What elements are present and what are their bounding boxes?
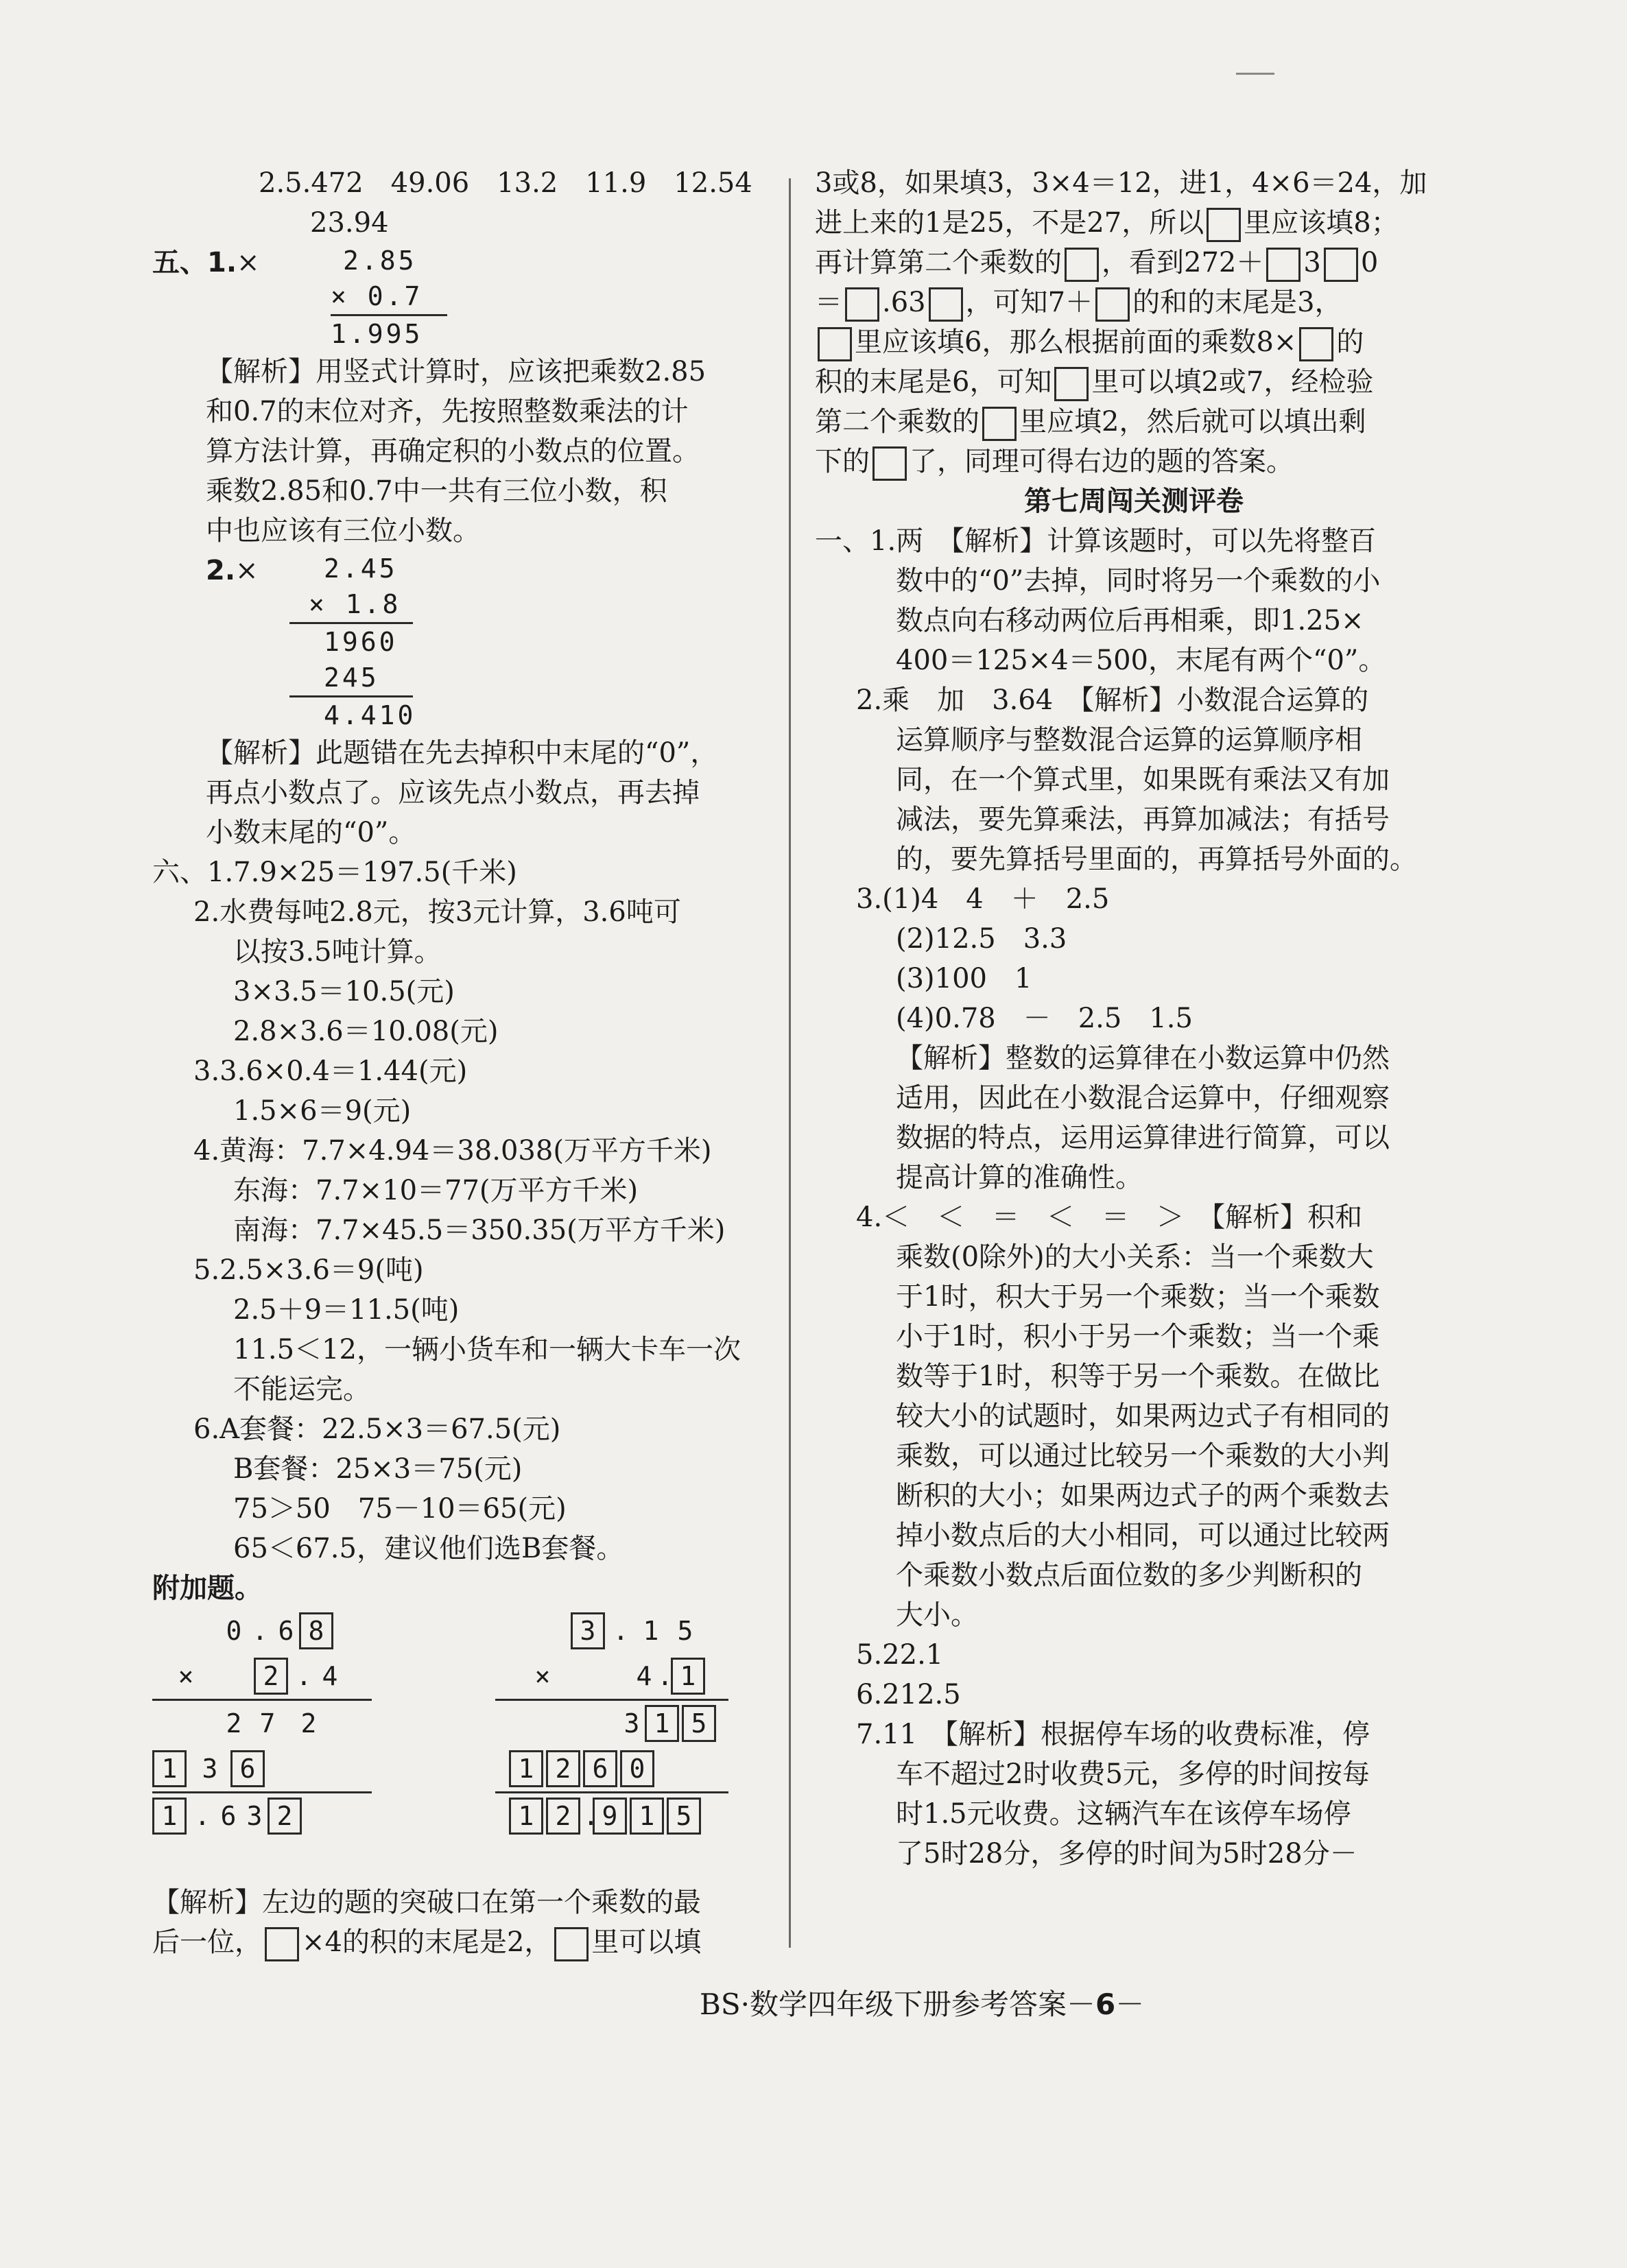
calc-rule [152,1791,372,1793]
calc-line: 2.85 [343,246,417,276]
answer-line: 6.A套餐：22.5×3＝67.5(元) [193,1413,561,1445]
answer-line: 4.黄海：7.7×4.94＝38.038(万平方千米) [193,1135,712,1167]
blank-box [982,407,1017,441]
vertical-calc-2 [289,551,416,733]
answer-line: 以按3.5吨计算。 [233,936,442,968]
answer-box: 6 [230,1750,265,1787]
column-divider [789,178,791,1948]
wrong-mark: × [237,247,260,278]
answer-line: 3×3.5＝10.5(元) [233,976,455,1007]
page-number: 6 [1095,1988,1116,2021]
explanation-line: 积的末尾是6，可知 里可以填2或7，经检验 [815,362,1453,402]
answer-box: 1 [630,1798,664,1835]
blank-box [1065,248,1099,282]
calc-rule [495,1699,728,1701]
answer-line: 了5时28分，多停的时间为5时28分－ [896,1838,1357,1870]
answer-box: 3 [571,1612,605,1649]
calc-line: 1960 [324,627,398,657]
answer-box: 2 [546,1750,580,1787]
explanation-line: 3或8，如果填3，3×4＝12，进1，4×6＝24，加 [815,167,1427,199]
answer-line: 7.11 【解析】根据停车场的收费标准，停 [856,1719,1370,1750]
answer-line: 400＝125×4＝500，末尾有两个“0”。 [896,645,1386,676]
calc-line: × 1.8 [309,589,401,619]
answer-line: 时1.5元收费。这辆汽车在该停车场停 [896,1798,1351,1830]
answer-line: 6.212.5 [856,1679,961,1710]
answer-line: (4)0.78 － 2.5 1.5 [896,1003,1193,1034]
answer-line: 3.3.6×0.4＝1.44(元) [193,1055,468,1087]
answer-box: 2 [546,1798,580,1835]
explanation-line: 算方法计算，再确定积的小数点的位置。 [206,435,700,467]
answer-line: 2.5＋9＝11.5(吨) [233,1294,460,1326]
bonus-puzzles [152,1608,783,1883]
answer-line: 断积的大小；如果两边式子的两个乘数去 [896,1480,1390,1512]
blank-box [1299,327,1333,361]
scan-mark [1236,73,1274,75]
answer-line: 同，在一个算式里，如果既有乘法又有加 [896,764,1390,796]
blank-box [1207,208,1241,242]
answer-line: 【解析】整数的运算律在小数运算中仍然 [896,1042,1390,1074]
answer-box: 2 [268,1798,302,1835]
answer-line: 3.(1)4 4 ＋ 2.5 [856,883,1110,915]
explanation-line: 中也应该有三位小数。 [206,515,480,547]
answer-line: 南海：7.7×45.5＝350.35(万平方千米) [233,1215,726,1246]
answer-box: 1 [509,1798,543,1835]
section-six-line: 六、1.7.9×25＝197.5(千米) [152,857,517,888]
explanation-line: 【解析】左边的题的突破口在第一个乘数的最 [152,1887,701,1918]
answer-line: 一、1.两 【解析】计算该题时，可以先将整百 [815,525,1377,557]
answer-box: 1 [671,1658,705,1695]
explanation-line: 第二个乘数的 里应填2，然后就可以填出剩 [815,402,1453,442]
answer-line: 2.乘 加 3.64 【解析】小数混合运算的 [856,684,1369,716]
answer-line: 4.＜ ＜ ＝ ＜ ＝ ＞ 【解析】积和 [856,1202,1363,1233]
answer-line: 掉小数点后的大小相同，可以通过比较两 [896,1520,1390,1551]
answer-line: 数中的“0”去掉，同时将另一个乘数的小 [896,565,1381,597]
answer-line: 个乘数小数点后面位数的多少判断积的 [896,1560,1362,1591]
answer-line: 2.水费每吨2.8元，按3元计算，3.6吨可 [193,896,681,928]
answer-line: 23.94 [310,207,389,239]
explanation-line: 再计算第二个乘数的 ，看到272＋ 3 0 [815,243,1453,283]
answer-line: (2)12.5 3.3 [896,923,1067,955]
answer-line: 运算顺序与整数混合运算的运算顺序相 [896,724,1362,756]
answer-line: 数据的特点，运用运算律进行简算，可以 [896,1122,1390,1154]
answer-line: 东海：7.7×10＝77(万平方千米) [233,1175,639,1206]
calc-line: 4.410 [324,700,416,730]
answer-line: 65＜67.5，建议他们选B套餐。 [233,1533,624,1564]
explanation-line: 和0.7的末位对齐，先按照整数乘法的计 [206,396,689,427]
section-title: 第七周闯关测评卷 [1024,486,1244,517]
puzzle-left: 0 . 6 8 × 2 . 4 2 7 2 1 3 6 1 . 6 3 2 [152,1608,372,1839]
blank-box [1095,287,1130,322]
footer-text: BS·数学四年级下册参考答案－ [700,1988,1095,2021]
calc-rule [495,1791,728,1793]
answer-line: 的，要先算括号里面的，再算括号外面的。 [896,844,1417,875]
explanation-line: 后一位， ×4的积的末尾是2， 里可以填 [152,1922,783,1962]
answer-box: 5 [667,1798,701,1835]
vertical-calc-1 [331,243,447,352]
blank-box [929,287,963,322]
answer-line: 于1时，积大于另一个乘数；当一个乘数 [896,1281,1380,1313]
left-column [152,163,783,1962]
answer-line: 75＞50 75－10＝65(元) [233,1493,567,1525]
blank-box [818,327,852,361]
explanation-line: 【解析】此题错在先去掉积中末尾的“0”， [206,737,718,769]
answer-line: 5.22.1 [856,1639,944,1671]
bonus-title: 附加题。 [152,1573,262,1604]
explanation-line: 小数末尾的“0”。 [206,817,416,848]
answer-line: 乘数(0除外)的大小关系：当一个乘数大 [896,1241,1374,1273]
question-2-line [152,551,783,590]
answer-line: 不能运完。 [233,1374,370,1405]
answer-box: 5 [682,1705,716,1742]
answer-box: 2 [254,1658,288,1695]
calc-line: 2.45 [324,553,398,584]
answer-box: 1 [645,1705,679,1742]
calc-line: 1.995 [331,319,423,349]
right-column [815,163,1453,1874]
explanation-line: 【解析】用竖式计算时，应该把乘数2.85 [206,356,706,387]
calc-line: × 0.7 [331,281,423,311]
answer-line: 乘数，可以通过比较另一个乘数的大小判 [896,1440,1390,1472]
answer-box: 1 [152,1750,187,1787]
explanation-line: ＝ .63 ，可知7＋ 的和的末尾是3， [815,283,1453,322]
answer-line: 2.8×3.6＝10.08(元) [233,1016,499,1047]
calc-line: 245 [324,663,379,693]
answer-line: 适用，因此在小数混合运算中，仔细观察 [896,1082,1390,1114]
section-five-line [152,243,783,283]
explanation-line: 乘数2.85和0.7中一共有三位小数，积 [206,475,667,507]
blank-box [1054,367,1089,401]
answer-line: B套餐：25×3＝75(元) [233,1453,523,1485]
answer-line: 车不超过2时收费5元，多停的时间按每 [896,1758,1370,1790]
blank-box [1266,248,1301,282]
blank-box [554,1927,589,1961]
question-number: 2. [206,555,236,586]
answer-box: 8 [299,1612,333,1649]
puzzle-right: 3 . 1 5 × 4 . 1 3 1 5 1 2 6 0 1 2 . 9 1 5 [495,1608,728,1839]
page-footer [700,1982,1144,2023]
answer-line: 1.5×6＝9(元) [233,1095,412,1127]
section-five-label: 五、1. [152,247,237,278]
answer-box: 1 [509,1750,543,1787]
explanation-line: 再点小数点了。应该先点小数点，再去掉 [206,777,700,809]
footer-dash: － [1115,1988,1145,2021]
answer-box: 9 [593,1798,627,1835]
blank-box [845,287,879,322]
answer-line: 2.5.472 49.06 13.2 11.9 12.54 [259,167,752,199]
answer-line: 5.2.5×3.6＝9(吨) [193,1254,424,1286]
blank-box [872,446,907,481]
answer-line: 数点向右移动两位后再相乘，即1.25× [896,605,1364,636]
answer-line: 提高计算的准确性。 [896,1162,1143,1193]
answer-box: 0 [620,1750,654,1787]
answer-line: 11.5＜12，一辆小货车和一辆大卡车一次 [233,1334,741,1365]
answer-line: 大小。 [896,1599,978,1631]
explanation-line: 进上来的1是25，不是27，所以 里应该填8； [815,203,1453,243]
answer-line: (3)100 1 [896,963,1032,994]
blank-box [265,1927,299,1961]
answer-line: 减法，要先算乘法，再算加减法；有括号 [896,804,1390,835]
wrong-mark: × [235,555,259,586]
explanation-line: 下的 了，同理可得右边的题的答案。 [815,442,1453,481]
answer-line: 较大小的试题时，如果两边式子有相同的 [896,1400,1390,1432]
answer-line: 数等于1时，积等于另一个乘数。在做比 [896,1361,1380,1392]
answer-box: 6 [583,1750,617,1787]
calc-rule [152,1699,372,1701]
answer-box: 1 [152,1798,187,1835]
answer-line: 小于1时，积小于另一个乘数；当一个乘 [896,1321,1380,1352]
explanation-line: 里应该填6，那么根据前面的乘数8× 的 [815,322,1453,362]
blank-box [1324,248,1358,282]
